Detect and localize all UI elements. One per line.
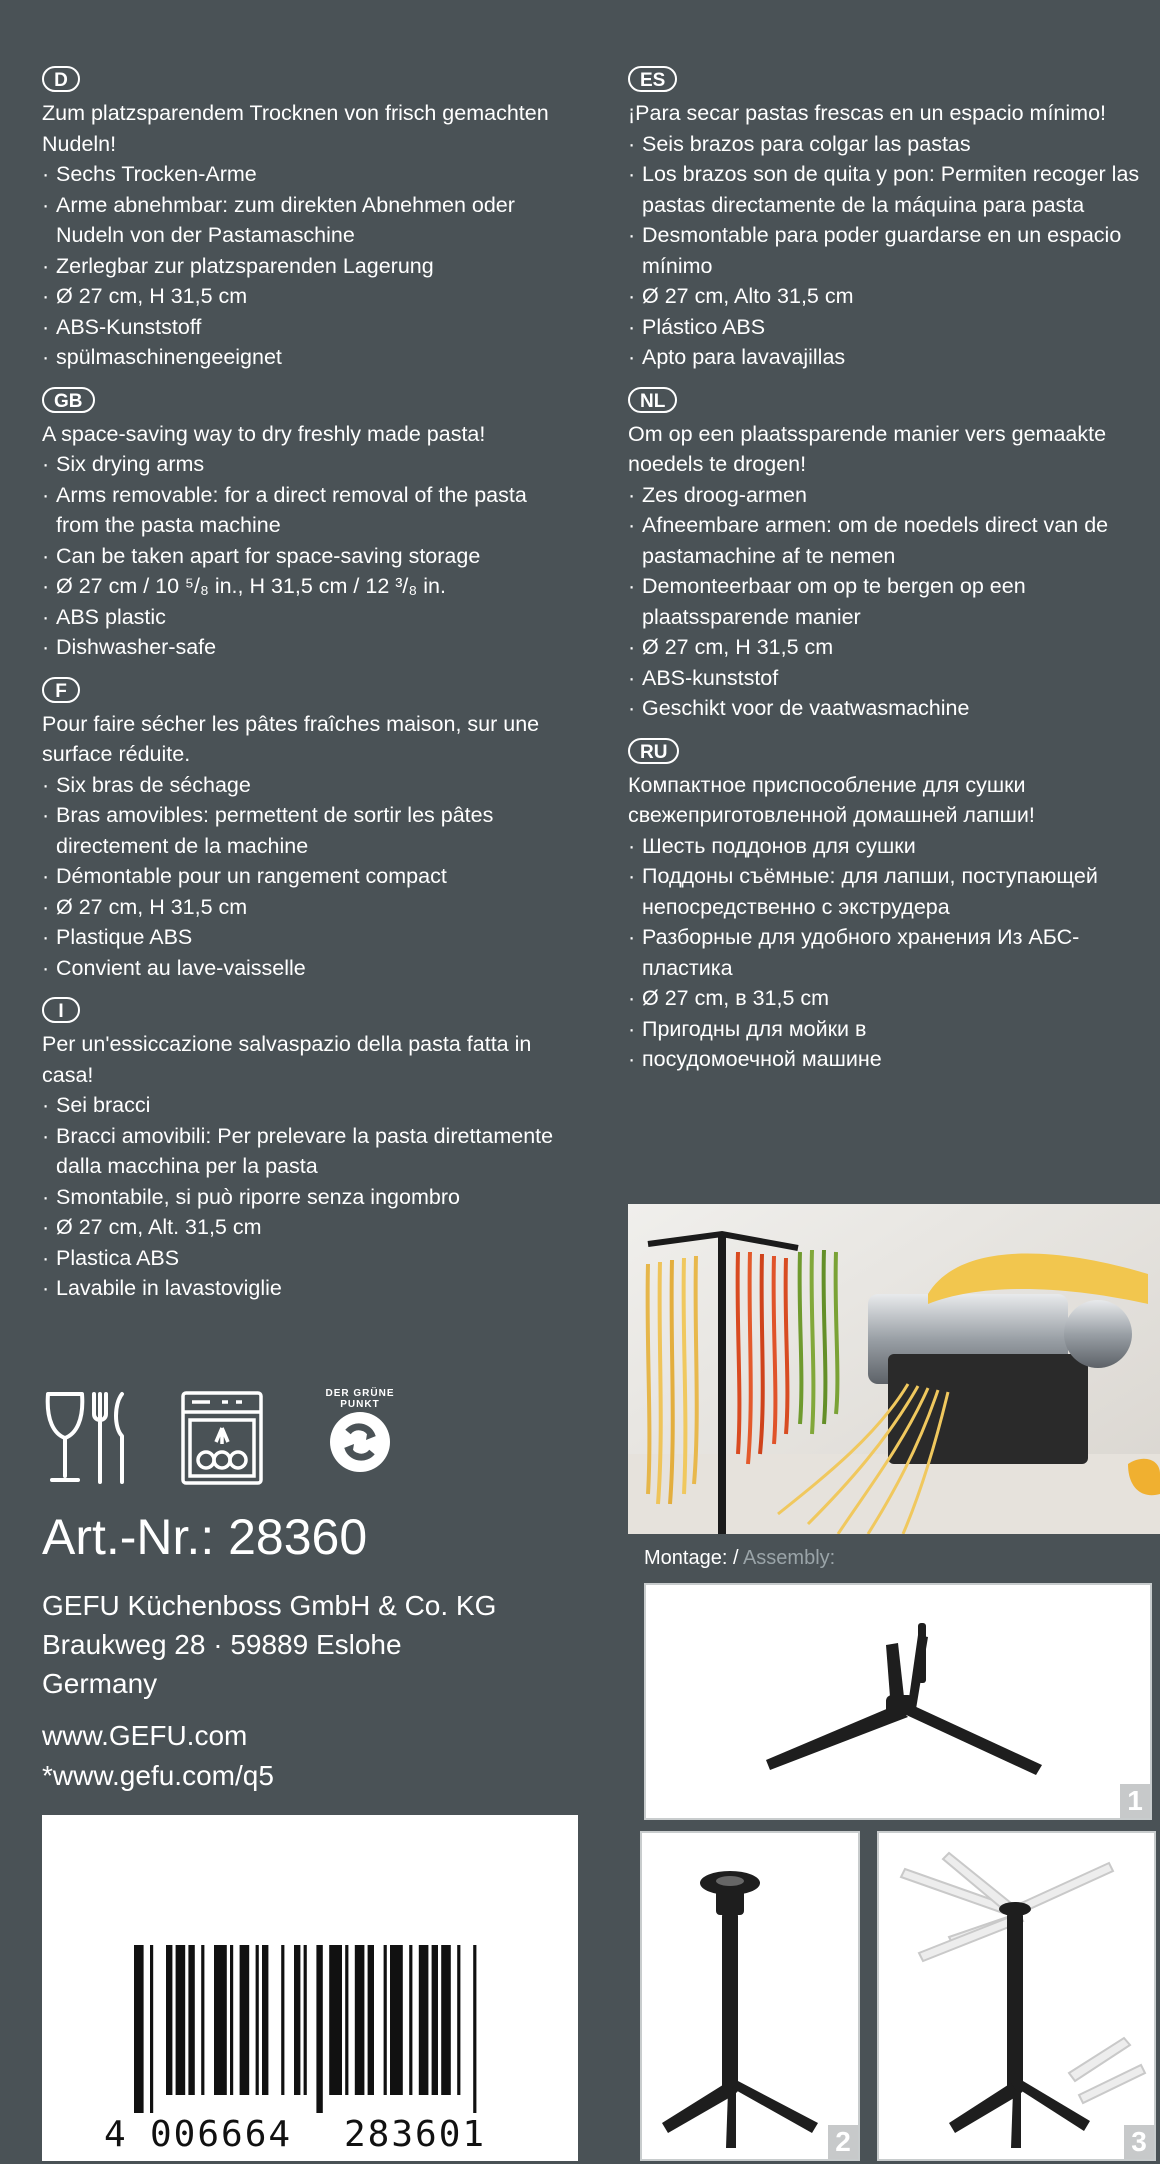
bullet-item: · Six drying arms xyxy=(42,449,572,480)
lang-section-i xyxy=(42,997,572,1304)
lang-badge: D xyxy=(42,66,80,92)
barcode-bar xyxy=(150,1945,153,2113)
montage-label: Montage: xyxy=(644,1547,728,1569)
barcode-icon xyxy=(42,1815,578,2115)
bullet-item: · Ø 27 cm, H 31,5 cm xyxy=(42,281,572,312)
bullet-list xyxy=(42,770,572,984)
bullet-item: · Zerlegbar zur platzsparenden Lagerung xyxy=(42,251,572,282)
bullet-item: · Ø 27 cm, Alto 31,5 cm xyxy=(628,281,1160,312)
barcode-bar xyxy=(419,1945,429,2095)
bullet-list xyxy=(42,449,572,663)
bullet-item: · посудомоечной машине xyxy=(628,1044,1160,1075)
bullet-item: · Convient au lave-vaisselle xyxy=(42,953,572,984)
barcode-bar xyxy=(355,1945,365,2095)
article-number: Art.-Nr.: 28360 xyxy=(42,1509,368,1565)
barcode-bar xyxy=(214,1945,227,2095)
bullet-item: · Lavabile in lavastoviglie xyxy=(42,1273,572,1304)
barcode-bar xyxy=(304,1945,307,2095)
lang-section-ru xyxy=(628,738,1160,1075)
barcode-bar xyxy=(188,1945,194,2095)
bullet-item: · Plastica ABS xyxy=(42,1243,572,1274)
bullet-item: · Bras amovibles: permettent de sortir les pâtes directement de la machine xyxy=(42,800,572,861)
bullet-list xyxy=(42,159,572,373)
barcode-bar xyxy=(384,1945,387,2095)
barcode-bar xyxy=(240,1945,250,2095)
stand-with-arms-icon xyxy=(879,1833,1154,2159)
bullet-item: · Can be taken apart for space-saving storage xyxy=(42,541,572,572)
bullet-item: · Разборные для удобного хранения Из АБС-пластика xyxy=(628,922,1160,983)
lang-badge: F xyxy=(42,677,80,703)
bullet-item: · Bracci amovibili: Per prelevare la pasta direttamente dalla macchina per la pasta xyxy=(42,1121,572,1182)
address-line: Braukweg 28 · 59889 Eslohe xyxy=(42,1629,402,1660)
lang-section-es xyxy=(628,66,1160,373)
lang-intro: A space-saving way to dry freshly made pasta! xyxy=(42,421,486,446)
lang-intro: Pour faire sécher les pâtes fraîches maison, sur une surface réduite. xyxy=(42,711,540,766)
lang-section-nl xyxy=(628,387,1160,724)
lang-intro: Zum platzsparendem Trocknen von frisch gemachten Nudeln! xyxy=(42,101,549,156)
barcode-bar xyxy=(329,1945,342,2095)
care-symbols xyxy=(42,1388,410,1488)
barcode-panel xyxy=(42,1815,578,2161)
barcode-bar xyxy=(390,1945,403,2095)
barcode-digit-first: 4 xyxy=(104,2114,128,2155)
lang-badge: RU xyxy=(628,738,679,764)
bullet-item: · Geschikt voor de vaatwasmachine xyxy=(628,693,1160,724)
bullet-item: · Шесть поддонов для сушки xyxy=(628,831,1160,862)
bullet-item: · Ø 27 cm, в 31,5 cm xyxy=(628,983,1160,1014)
barcode-bar xyxy=(281,1945,284,2095)
tripod-base-icon xyxy=(646,1585,1150,1818)
lang-badge: GB xyxy=(42,387,95,413)
dishwasher-icon xyxy=(180,1390,264,1486)
step-number: 3 xyxy=(1124,2125,1154,2159)
bullet-item: · Dishwasher-safe xyxy=(42,632,572,663)
barcode-bar xyxy=(230,1945,233,2095)
bullet-item: · ABS-Kunststoff xyxy=(42,312,572,343)
bullet-item: · Demonteerbaar om op te bergen op een plaatssparende manier xyxy=(628,571,1160,632)
lang-intro: Компактное приспособление для сушки свежеприготовленной домашней лапши! xyxy=(628,772,1035,827)
barcode-bar xyxy=(201,1945,204,2095)
lang-intro: Om op een plaatssparende manier vers gemaakte noedels te drogen! xyxy=(628,421,1107,476)
assembly-step-3 xyxy=(877,1831,1156,2161)
company-address xyxy=(42,1586,582,1703)
barcode-bar xyxy=(432,1945,438,2095)
barcode-bar xyxy=(256,1945,259,2095)
product-photo xyxy=(628,1204,1160,1534)
bullet-list xyxy=(628,129,1160,373)
barcode-bar xyxy=(294,1945,300,2095)
barcode-digits-left: 006664 xyxy=(150,2114,293,2155)
website-link[interactable]: www.GEFU.com xyxy=(42,1720,248,1751)
barcode-bar xyxy=(457,1945,460,2095)
bullet-item: · spülmaschinengeeignet xyxy=(42,342,572,373)
web-links xyxy=(42,1716,274,1796)
step-number: 1 xyxy=(1120,1784,1150,1818)
website-extra-link[interactable]: *www.gefu.com/q5 xyxy=(42,1760,274,1791)
address-line: Germany xyxy=(42,1668,158,1699)
bullet-item: · Пригодны для мойки в xyxy=(628,1014,1160,1045)
address-line: GEFU Küchenboss GmbH & Co. KG xyxy=(42,1590,497,1621)
bullet-item: · Six bras de séchage xyxy=(42,770,572,801)
bullet-item: · Ø 27 cm / 10 ⁵/₈ in., H 31,5 cm / 12 ³/₈ in. xyxy=(42,571,572,602)
lang-section-gb xyxy=(42,387,572,663)
barcode-bar xyxy=(176,1945,186,2095)
bullet-item: · Afneembare armen: om de noedels direct van de pastamachine af te nemen xyxy=(628,510,1160,571)
bullet-item: · Los brazos son de quita y pon: Permiten recoger las pastas directamente de la máquina para pasta xyxy=(628,159,1160,220)
barcode-bar xyxy=(409,1945,412,2095)
bullet-item: · Plástico ABS xyxy=(628,312,1160,343)
bullet-list xyxy=(42,1090,572,1304)
assembly-heading xyxy=(644,1547,835,1570)
recycle-logo xyxy=(310,1388,410,1488)
step-number: 2 xyxy=(828,2125,858,2159)
lang-badge: NL xyxy=(628,387,677,413)
bullet-item: · Sechs Trocken-Arme xyxy=(42,159,572,190)
left-column xyxy=(42,66,572,1318)
bullet-item: · Ø 27 cm, H 31,5 cm xyxy=(628,632,1160,663)
assembly-label: Assembly: xyxy=(742,1547,836,1569)
barcode-digits-right: 283601 xyxy=(344,2114,487,2155)
pasta-photo-illustration xyxy=(628,1204,1160,1534)
recycle-text: DER GRÜNE PUNKT xyxy=(325,1388,395,1410)
bullet-item: · ABS plastic xyxy=(42,602,572,633)
bullet-item: · Démontable pour un rangement compact xyxy=(42,861,572,892)
bullet-item: · Arms removable: for a direct removal of the pasta from the pasta machine xyxy=(42,480,572,541)
lang-intro: ¡Para secar pastas frescas en un espacio mínimo! xyxy=(628,101,1106,125)
lang-badge: I xyxy=(42,997,80,1023)
bullet-item: · Smontabile, si può riporre senza ingombro xyxy=(42,1182,572,1213)
barcode-bar xyxy=(345,1945,348,2095)
bullet-item: · Ø 27 cm, H 31,5 cm xyxy=(42,892,572,923)
barcode-bar xyxy=(134,1945,144,2113)
bullet-item: · Zes droog-armen xyxy=(628,480,1160,511)
bullet-item: · Ø 27 cm, Alt. 31,5 cm xyxy=(42,1212,572,1243)
bullet-item: · Поддоны съёмные: для лапши, поступающей непосредственно с экструдера xyxy=(628,861,1160,922)
lang-intro: Per un'essiccazione salvaspazio della pasta fatta in casa! xyxy=(42,1032,532,1087)
bullet-item: · Desmontable para poder guardarse en un espacio mínimo xyxy=(628,220,1160,281)
bullet-item: · Plastique ABS xyxy=(42,922,572,953)
barcode-bar xyxy=(262,1945,268,2095)
lang-section-f xyxy=(42,677,572,984)
barcode-bar xyxy=(441,1945,451,2095)
stand-pole-icon xyxy=(642,1833,858,2159)
barcode-bar xyxy=(166,1945,172,2095)
right-column xyxy=(628,66,1160,1089)
lang-section-d xyxy=(42,66,572,373)
bullet-item: · Apto para lavavajillas xyxy=(628,342,1160,373)
lang-badge: ES xyxy=(628,66,677,92)
bullet-item: · Arme abnehmbar: zum direkten Abnehmen oder Nudeln von der Pastamaschine xyxy=(42,190,572,251)
assembly-step-2 xyxy=(640,1831,860,2161)
barcode-bar xyxy=(473,1945,476,2113)
montage-separator: / xyxy=(727,1547,743,1569)
bullet-list xyxy=(628,831,1160,1075)
barcode-bar xyxy=(368,1945,374,2095)
bullet-item: · ABS-kunststof xyxy=(628,663,1160,694)
bullet-list xyxy=(628,480,1160,724)
bullet-item: · Sei bracci xyxy=(42,1090,572,1121)
barcode-bar xyxy=(316,1945,322,2113)
assembly-step-1 xyxy=(644,1583,1152,1820)
bullet-item: · Seis brazos para colgar las pastas xyxy=(628,129,1160,160)
food-safe-icon xyxy=(42,1390,134,1486)
